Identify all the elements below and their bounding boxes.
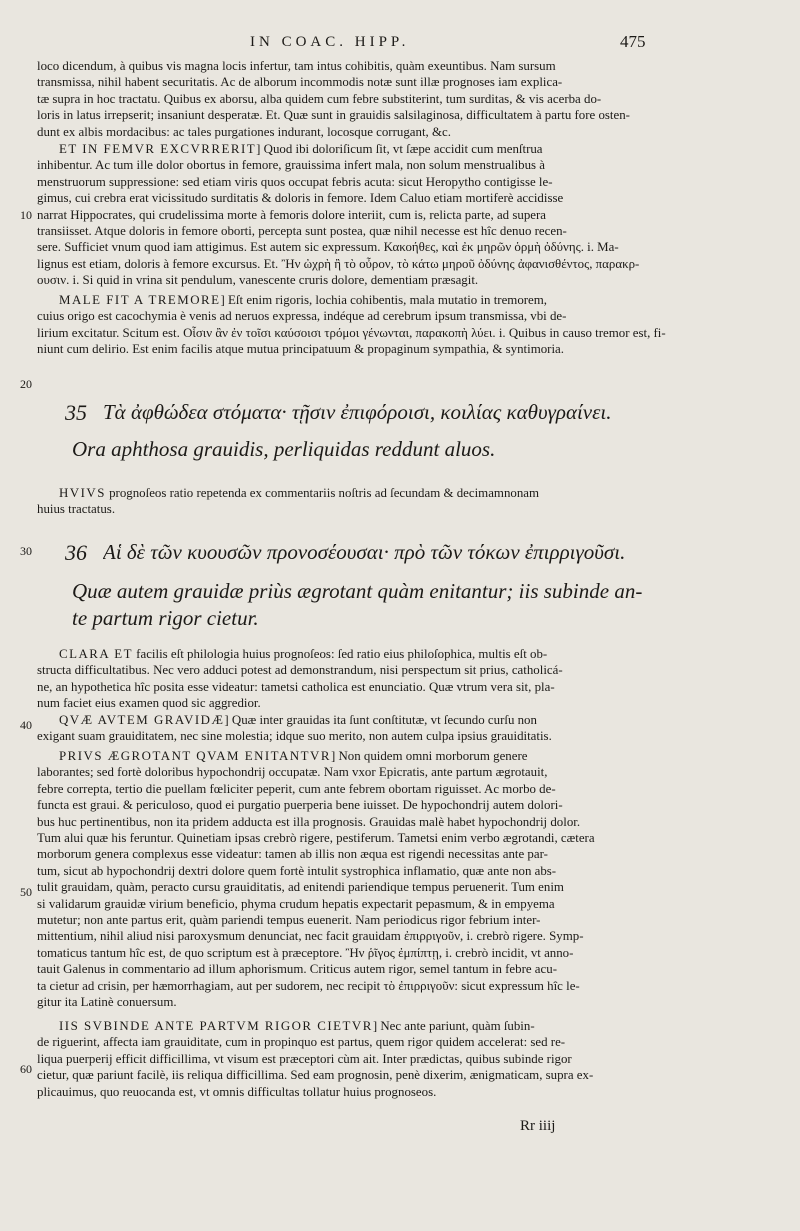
aphorism-greek: Τὰ ἀφθώδεα στόματα· τῇσιν ἐπιφόροισι, κοιλίας καθυγραίνει. [103,400,612,424]
text-line: lignus est etiam, doloris à femore excursus. Et. Ἢν ὠχρὴ ἢ τὸ οὖρον, τὸ κάτω μηροῦ ὀδύνης ἀφανισθέντος, παρακρ- [37,256,640,271]
aphorism-latin-line: te partum rigor cietur. [72,606,259,630]
lemma: MALE FIT A TREMORE [59,293,221,307]
text-run: ] Non quidem omni morborum genere [330,749,528,763]
text-line: mutetur; non ante partus erit, quàm pariendi tempus euenerit. Nam periodicus rigor febrium inter- [37,913,541,928]
text-line: tulit grauidam, quàm, peracto cursu grauiditatis, ad enitendi pariendique tempus peruenerit. Tum enim [37,880,564,895]
margin-line-number: 60 [20,1062,32,1076]
text-run: prognoſeos ratio repetenda ex commentariis noſtris ad ſecundam & decimamnonam [105,486,540,500]
text-line: ουσιν. i. Si quid in vrina sit pendulum, vanescente cruris dolore, dementiam præsagit. [37,273,479,288]
text-line: ne, an hypothetica hîc posita esse videatur: tametsi catholica est enunciatio. Quæ vtrum vera sit, pla- [37,679,555,694]
text-line: gitur ita Latinè conuersum. [37,995,177,1010]
lemma: ET IN FEMVR EXCVRRERIT [59,142,257,156]
lemma: CLARA ET [59,647,133,661]
text-line: num faciet eius examen quod sic aggredior. [37,696,261,711]
text-line: sere. Sufficiet vnum quod iam attigimus. Est autem sic expressum. Κακοήθες, καὶ ἐκ μηρῶν ὁρμὴ ὀδύνης. i. Ma- [37,240,619,255]
text-line: tæ supra in hoc tractatu. Quibus ex aborsu, alba quidem cum febre substiterint, tum surditas, & vis acerba do- [37,91,602,106]
text-line: cuius origo est cacochymia è venis ad neruos expressa, indéque ad cerebrum ipsum transmissa, vbi de- [37,309,567,324]
text-line: narrat Hippocrates, qui crudelissima morte à femoris dolore interiit, cum is, relicta parte, ad supera [37,207,546,222]
page-number: 475 [620,32,646,51]
text-line: si validarum grauidæ virium beneficio, phyma crudum hepatis expectarit pepasmum, & in empyema [37,896,555,911]
text-line: structa difficultatibus. Nec vero adduci potest ad demonstrandum, nisi perspectum sit prius, catholicá- [37,663,563,678]
text-line: exigant suam grauiditatem, nec sine molestia; idque suo merito, non autem culpa ipsius grauiditatis. [37,729,552,744]
text-line: transmissa, nihil habent securitatis. Ac de alborum incommodis notæ sunt illæ prognoses iam explica- [37,75,563,90]
text-line: lirium excitatur. Scitum est. Οἷσιν ἂν ἐν τοῖσι καύσοισι τρόμοι γένωνται, παρακοπὴ λύει. i. Quibus in causo tremor est, fi- [37,325,666,340]
text-line: tomaticus tantum hîc est, de quo scriptum est à præceptore. Ἢν ῥῖγος ἐμπίπτῃ, i. crebrò incidit, vt anno- [37,945,574,960]
paragraph-iis-subinde [37,1018,683,1100]
aphorism-number: 36 [65,540,87,565]
text-line: mittentium, nihil aliud nisi paroxysmum denunciat, nec facit grauidam ἐπιρριγοῦν, i. crebrò rigere. Symp- [37,929,584,944]
text-line: laborantes; sed fortè doloribus hypochondrij occupatæ. Nam vxor Epicratis, ante partum ægrotauit, [37,765,548,780]
text-line [37,712,683,728]
text-line: tauit Galenus in commentario ad illum aphorismum. Criticus autem rigor, semel tantum in febre acu- [37,962,557,977]
text-line: loco dicendum, à quibus vis magna locis infertur, tam intus cohibitis, quàm exeuntibus. Nam sursum [37,59,556,73]
text-line [37,646,683,662]
text-line: functa est graui. & periculoso, quod ei purgatio puerperia bene iuisset. De hypochondrij autem dolori- [37,798,563,813]
page-header [0,34,800,58]
text-line: tum, sicut ab hypochondrij dextri dolore quem fortè intulit systrophica inflamatio, quæ ante non abs- [37,863,557,878]
paragraph-huius [37,485,683,518]
text-line: dunt ex albis mordacibus: ac tales purgationes indurant, locosque corrugant, &c. [37,124,451,139]
margin-line-number: 20 [20,377,32,391]
margin-line-number: 40 [20,718,32,732]
text-run: ] Quod ibi doloriſicum ſit, vt ſæpe accidit cum menſtrua [256,142,543,156]
paragraph-tremore [37,292,683,358]
text-line: bus huc pertinentibus, non ita pridem adducta est illa prognosis. Grauidas malè habet hypochondrij dolor. [37,814,581,829]
paragraph-clara [37,646,683,712]
text-line: Tum alui quæ his feruntur. Quinetiam ipsas crebrò rigere, pestiferum. Tametsi enim verbo ægrotandi, cætera [37,831,595,846]
aphorism-latin: Ora aphthosa grauidis, perliquidas reddunt aluos. [72,437,496,461]
paragraph-grauidae [37,712,683,745]
text-line: huius tractatus. [37,502,116,517]
text-line: gimus, cui crebra erat vicissitudo surditatis & doloris in femore. Idem Caluo etiam mortiferè accidisse [37,191,564,206]
margin-line-number: 10 [20,208,32,222]
margin-line-number: 30 [20,544,32,558]
text-line [37,141,683,157]
text-run: ] Nec ante pariunt, quàm ſubin- [372,1019,535,1033]
aphorism-number: 35 [65,400,87,425]
text-line: niunt cum delirio. Est enim facilis atque mutua principatuum & propaginum sympathia, & syntimoria. [37,342,564,357]
text-line: de riguerint, affecta iam grauiditate, cum in propinquo est partus, quem rigor quidem accelerat: sed re- [37,1035,566,1050]
paragraph-prius [37,748,683,1011]
aphorism-latin-line: Quæ autem grauidæ priùs ægrotant quàm enitantur; iis subinde an- [72,579,643,603]
lemma: PRIVS ÆGROTANT QVAM ENITANTVR [59,749,331,763]
text-line: menstruorum suppressione: sed etiam viris quos occupat febris acuta: sicut Heropytho contigisse le- [37,174,553,189]
text-line [37,485,683,501]
paragraph-femur [37,141,683,289]
running-head: IN COAC. HIPP. [250,34,410,50]
aphorism-latin [72,578,682,632]
text-line [37,292,683,308]
text-line [37,748,683,764]
text-line: ta cietur ad crisin, per hæmorrhagiam, aut per sudorem, nec recipit τὸ ἐπιρριγοῦν: sicut expressum hîc le- [37,978,580,993]
lemma: QVÆ AVTEM GRAVIDÆ [59,713,225,727]
signature-mark: Rr iiij [520,1118,556,1134]
text-line: febre correpta, tertio die puellam fœliciter peperit, cum ante febrem obortam riguisset. Ac morbo de- [37,781,556,796]
text-line: plicauimus, quo reuocanda est, vt omnis difficultas tollatur huius prognoseos. [37,1084,437,1099]
lemma: HVIVS [59,486,106,500]
text-line [37,1018,683,1034]
text-run: ] Quæ inter grauidas ita ſunt conſtitutæ, vt ſecundo curſu non [224,713,537,727]
text-line: transiisset. Atque doloris in femore oborti, percepta sunt postea, quæ nihil necesse est hîc denuo recen- [37,224,567,239]
text-run: ] Eſt enim rigoris, lochia cohibentis, mala mutatio in tremorem, [220,293,548,307]
text-line: loris in latus irrepserit; insaniunt desperatæ. Et. Quæ sunt in grauidis salsilaginosa, difficultatem à partu fore osten- [37,108,630,123]
margin-line-number: 50 [20,885,32,899]
text-line: morborum genera complexus esse videatur: tamen ab illis non æqua est rigendi necessitas ante par- [37,847,548,862]
text-run: facilis eſt philologia huius prognoſeos: ſed ratio eius philoſophica, multis eſt ob- [132,647,548,661]
aphorism-greek: Αἱ δὲ τῶν κυουσῶν προνοσέουσαι· πρὸ τῶν τόκων ἐπιρριγοῦσι. [103,540,626,564]
paragraph-continued [37,58,683,140]
lemma: IIS SVBINDE ANTE PARTVM RIGOR CIETVR [59,1019,373,1033]
text-line: cietur, quæ pariunt facilè, iis reliqua difficillima. Sed eam prognosin, penè dixerim, ænigmaticam, supra ex- [37,1068,594,1083]
text-line: inhibentur. Ac tum ille dolor obortus in femore, grauissima infert mala, non solum menstrualibus à [37,158,546,173]
text-line: liqua puerperij efficit difficillima, vt visum est præceptori cùm ait. Inter prædictas, quibus subinde rigor [37,1051,572,1066]
